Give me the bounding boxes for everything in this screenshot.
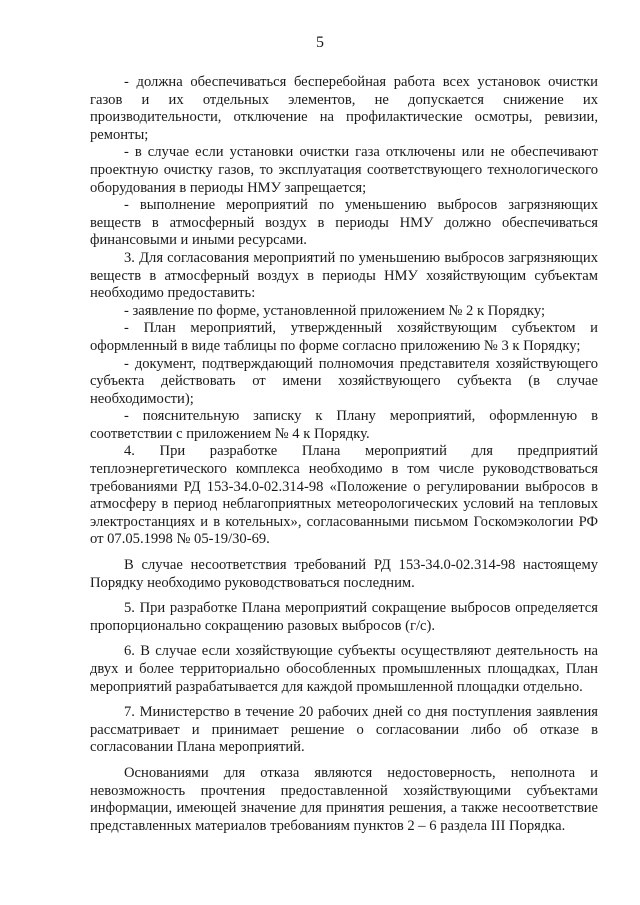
paragraph-item-5: 5. При разработке Плана мероприятий сокращение выбросов определяется пропорционально сокращению разовых выбросов (г/с).: [90, 600, 598, 634]
paragraph-item-4: 4. При разработке Плана мероприятий для предприятий теплоэнергетического комплекса необходимо в том числе руководствоваться требованиями РД 153-34.0-02.314-98 «Положение о регулировании выбросов в атмосферу в период неблагоприятных метеорологических условий на тепловых электростанциях и в котельных», согласованными письмом Госкомэкологии РФ от 07.05.1998 № 05-19/30-69.: [90, 443, 598, 548]
paragraph-authority-document: - документ, подтверждающий полномочия представителя хозяйствующего субъекта действовать от имени хозяйствующего субъекта (в случае необходимости);: [90, 355, 598, 407]
paragraph-application-form: - заявление по форме, установленной приложением № 2 к Порядку;: [124, 302, 546, 319]
paragraph-gas-cleaning-disabled: - в случае если установки очистки газа отключены или не обеспечивают проектную очистку газов, то эксплуатация соответствующего технологического оборудования в периоды НМУ запрещается;: [90, 144, 598, 196]
paragraph-gas-cleaning-operation: - должна обеспечиваться бесперебойная работа всех установок очистки газов и их отдельных элементов, не допускается снижение их производительности, отключение на профилактические осмотры, ревизии, ремонты;: [90, 74, 598, 143]
paragraph-refusal-grounds: Основаниями для отказа являются недостоверность, неполнота и невозможность прочтения предоставленной хозяйствующими субъектами информации, имеющей значение для принятия решения, а также несоответствие представленных материалов требованиям пунктов 2 – 6 раздела III Порядка.: [90, 764, 598, 834]
document-body: [90, 74, 598, 835]
paragraph-action-plan: - План мероприятий, утвержденный хозяйствующим субъектом и оформленный в виде таблицы по форме согласно приложению № 3 к Порядку;: [90, 320, 598, 354]
paragraph-item-6: 6. В случае если хозяйствующие субъекты осуществляют деятельность на двух и более территориально обособленных промышленных площадках, План мероприятий разрабатывается для каждой промышленной площадки отдельно.: [90, 643, 598, 695]
paragraph-item-7: 7. Министерство в течение 20 рабочих дней со дня поступления заявления рассматривает и принимает решение о согласовании либо об отказе в согласовании Плана мероприятий.: [90, 704, 598, 756]
paragraph-rd-mismatch: В случае несоответствия требований РД 153-34.0-02.314-98 настоящему Порядку необходимо руководствоваться последним.: [90, 557, 598, 591]
page-number: 5: [316, 34, 324, 51]
paragraph-resources: - выполнение мероприятий по уменьшению выбросов загрязняющих веществ в атмосферный воздух в периоды НМУ должно обеспечиваться финансовыми и иными ресурсами.: [90, 197, 598, 249]
paragraph-explanatory-note: - пояснительную записку к Плану мероприятий, оформленную в соответствии с приложением № 4 к Порядку.: [90, 408, 598, 442]
paragraph-item-3: 3. Для согласования мероприятий по уменьшению выбросов загрязняющих веществ в атмосферный воздух в периоды НМУ хозяйствующим субъектам необходимо предоставить:: [90, 249, 598, 302]
